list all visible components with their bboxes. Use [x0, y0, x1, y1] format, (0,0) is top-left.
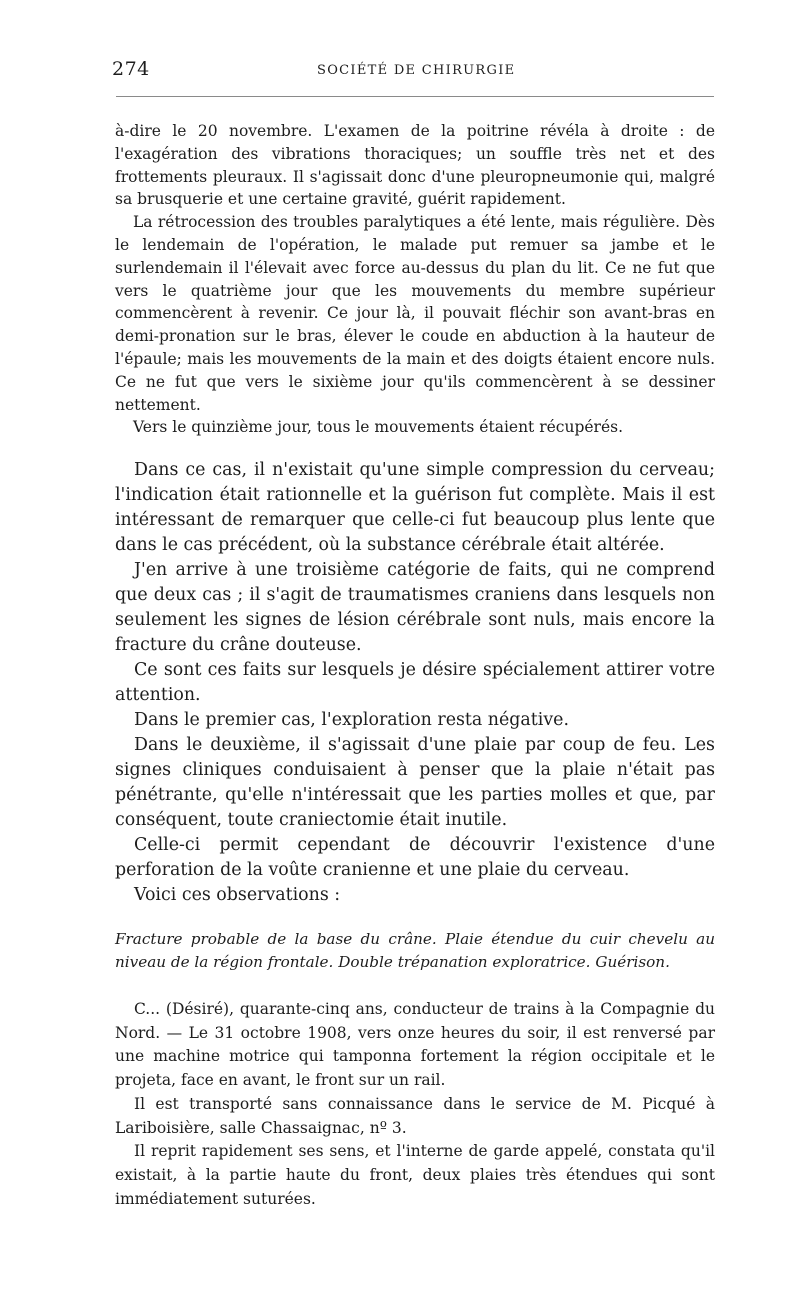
observation-heading	[115, 928, 715, 975]
running-title: SOCIÉTÉ DE CHIRURGIE	[317, 63, 516, 78]
paragraph: C... (Désiré), quarante-cinq ans, conducteur de trains à la Compagnie du Nord. — Le 31 octobre 1908, vers onze heures du soir, il est renversé par une machine motrice qui tamponna fortement la région occipitale et le projeta, face en avant, le front sur un rail.	[115, 1000, 715, 1090]
page-number: 274	[112, 58, 150, 80]
paragraph: J'en arrive à une troisième catégorie de faits, qui ne comprend que deux cas ; il s'agit de traumatismes craniens dans lesquels non seulement les signes de lésion cérébrale sont nuls, mais encore la fracture du crâne douteuse.	[115, 560, 715, 655]
paragraph: à-dire le 20 novembre. L'examen de la poitrine révéla à droite : de l'exagération des vibrations thoraciques; un souffle très net et des frottements pleuraux. Il s'agissait donc d'une pleuropneumonie qui, malgré sa brusquerie et une certaine gravité, guérit rapidement.	[115, 122, 715, 209]
observation-title: Fracture probable de la base du crâne. Plaie étendue du cuir chevelu au niveau de la région frontale. Double trépanation exploratrice. Guérison.	[115, 930, 715, 972]
paragraph: Il est transporté sans connaissance dans le service de M. Picqué à Lariboisière, salle Chassaignac, nº 3.	[115, 1094, 715, 1137]
paragraph: Il reprit rapidement ses sens, et l'interne de garde appelé, constata qu'il existait, à la partie haute du front, deux plaies très étendues qui sont immédiatement suturées.	[115, 1142, 715, 1208]
paragraph: Dans le premier cas, l'exploration resta négative.	[134, 710, 569, 730]
paragraph: Dans le deuxième, il s'agissait d'une plaie par coup de feu. Les signes cliniques conduisaient à penser que la plaie n'était pas pénétrante, qu'elle n'intéressait que les parties molles et que, par conséquent, toute craniectomie était inutile.	[115, 735, 715, 830]
header-rule	[116, 96, 714, 97]
paragraph: Voici ces observations :	[134, 885, 341, 905]
paragraph: Dans ce cas, il n'existait qu'une simple compression du cerveau; l'indication était rationnelle et la guérison fut complète. Mais il est intéressant de remarquer que celle-ci fut beaucoup plus lente que dans le cas précédent, où la substance cérébrale était altérée.	[115, 460, 715, 555]
running-header	[112, 58, 712, 88]
discussion-section	[115, 458, 715, 908]
paragraph: Celle-ci permit cependant de découvrir l'existence d'une perforation de la voûte cranienne et une plaie du cerveau.	[115, 835, 715, 880]
paragraph: Vers le quinzième jour, tous le mouvements étaient récupérés.	[133, 418, 624, 437]
paragraph: La rétrocession des troubles paralytiques a été lente, mais régulière. Dès le lendemain de l'opération, le malade put remuer sa jambe et le surlendemain il l'élevait avec force au-dessus du plan du lit. Ce ne fut que vers le quatrième jour que les mouvements du membre supérieur commencèrent à revenir. Ce jour là, il pouvait fléchir son avant-bras en demi-pronation sur le bras, élever le coude en abduction à la hauteur de l'épaule; mais les mouvements de la main et des doigts étaient encore nuls. Ce ne fut que vers le sixième jour qu'ils commencèrent à se dessiner nettement.	[115, 213, 715, 414]
observation-section	[115, 998, 715, 1211]
paragraph: Ce sont ces faits sur lesquels je désire spécialement attirer votre attention.	[115, 660, 715, 705]
case-continuation-section	[115, 120, 715, 439]
